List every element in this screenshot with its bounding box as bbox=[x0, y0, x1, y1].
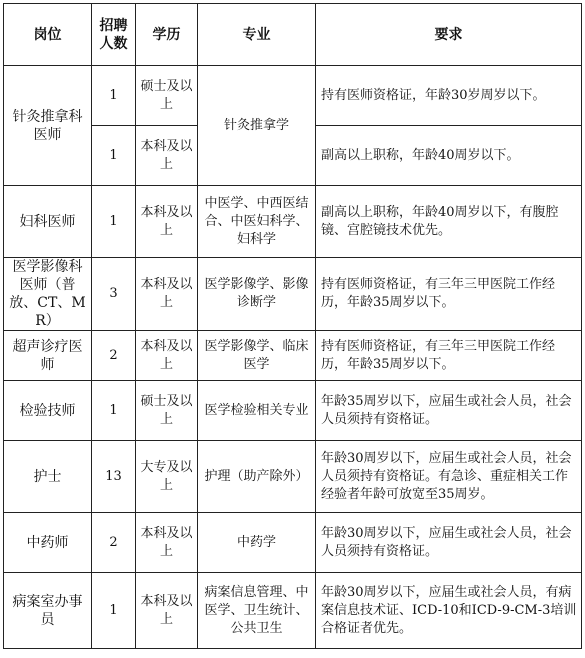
major-cell: 中药学 bbox=[198, 513, 316, 573]
requirements-cell: 副高以上职称，年龄40周岁以下，有腹腔镜、宫腔镜技术优先。 bbox=[316, 186, 582, 258]
table-row bbox=[4, 513, 582, 573]
major-cell: 针灸推拿学 bbox=[198, 66, 316, 186]
requirements-cell: 持有医师资格证，有三年三甲医院工作经历，年龄35周岁以下。 bbox=[316, 258, 582, 331]
table-row bbox=[4, 331, 582, 381]
count-cell: 1 bbox=[92, 186, 136, 258]
count-cell: 1 bbox=[92, 126, 136, 186]
position-cell: 超声诊疗医师 bbox=[4, 331, 92, 381]
education-cell: 本科及以上 bbox=[136, 573, 198, 649]
header-requirements: 要求 bbox=[316, 4, 582, 66]
education-cell: 本科及以上 bbox=[136, 513, 198, 573]
header-education: 学历 bbox=[136, 4, 198, 66]
major-cell: 医学影像学、临床医学 bbox=[198, 331, 316, 381]
education-cell: 本科及以上 bbox=[136, 126, 198, 186]
table-row bbox=[4, 66, 582, 126]
position-cell: 病案室办事员 bbox=[4, 573, 92, 649]
table-row bbox=[4, 186, 582, 258]
count-cell: 1 bbox=[92, 66, 136, 126]
table-row bbox=[4, 573, 582, 649]
count-cell: 13 bbox=[92, 441, 136, 513]
header-position: 岗位 bbox=[4, 4, 92, 66]
requirements-cell: 年龄30周岁以下，应届生或社会人员，社会人员须持有资格证。有急诊、重症相关工作经验者年龄可放宽至35周岁。 bbox=[316, 441, 582, 513]
major-cell: 医学检验相关专业 bbox=[198, 381, 316, 441]
position-cell: 护士 bbox=[4, 441, 92, 513]
table-row bbox=[4, 441, 582, 513]
major-cell: 病案信息管理、中医学、卫生统计、公共卫生 bbox=[198, 573, 316, 649]
education-cell: 本科及以上 bbox=[136, 186, 198, 258]
table-row bbox=[4, 258, 582, 331]
count-cell: 2 bbox=[92, 513, 136, 573]
education-cell: 大专及以上 bbox=[136, 441, 198, 513]
position-cell: 妇科医师 bbox=[4, 186, 92, 258]
education-cell: 硕士及以上 bbox=[136, 66, 198, 126]
count-cell: 2 bbox=[92, 331, 136, 381]
education-cell: 本科及以上 bbox=[136, 258, 198, 331]
position-cell: 中药师 bbox=[4, 513, 92, 573]
requirements-cell: 年龄30周岁以下，应届生或社会人员，有病案信息技术证、ICD-10和ICD-9-CM-3培训合格证者优先。 bbox=[316, 573, 582, 649]
header-row bbox=[4, 4, 582, 66]
requirements-cell: 副高以上职称，年龄40周岁以下。 bbox=[316, 126, 582, 186]
major-cell: 中医学、中西医结合、中医妇科学、妇科学 bbox=[198, 186, 316, 258]
count-cell: 1 bbox=[92, 381, 136, 441]
count-cell: 1 bbox=[92, 573, 136, 649]
requirements-cell: 持有医师资格证，年龄30岁周岁以下。 bbox=[316, 66, 582, 126]
header-major: 专业 bbox=[198, 4, 316, 66]
education-cell: 硕士及以上 bbox=[136, 381, 198, 441]
position-cell: 针灸推拿科医师 bbox=[4, 66, 92, 186]
requirements-cell: 持有医师资格证，有三年三甲医院工作经历，年龄35周岁以下。 bbox=[316, 331, 582, 381]
header-count: 招聘人数 bbox=[92, 4, 136, 66]
position-cell: 检验技师 bbox=[4, 381, 92, 441]
requirements-cell: 年龄30周岁以下，应届生或社会人员，社会人员须持有资格证。 bbox=[316, 513, 582, 573]
recruitment-table bbox=[3, 3, 582, 649]
education-cell: 本科及以上 bbox=[136, 331, 198, 381]
count-cell: 3 bbox=[92, 258, 136, 331]
major-cell: 护理（助产除外） bbox=[198, 441, 316, 513]
requirements-cell: 年龄35周岁以下，应届生或社会人员，社会人员须持有资格证。 bbox=[316, 381, 582, 441]
table-row bbox=[4, 381, 582, 441]
major-cell: 医学影像学、影像诊断学 bbox=[198, 258, 316, 331]
position-cell: 医学影像科医师（普放、CT、MR） bbox=[4, 258, 92, 331]
